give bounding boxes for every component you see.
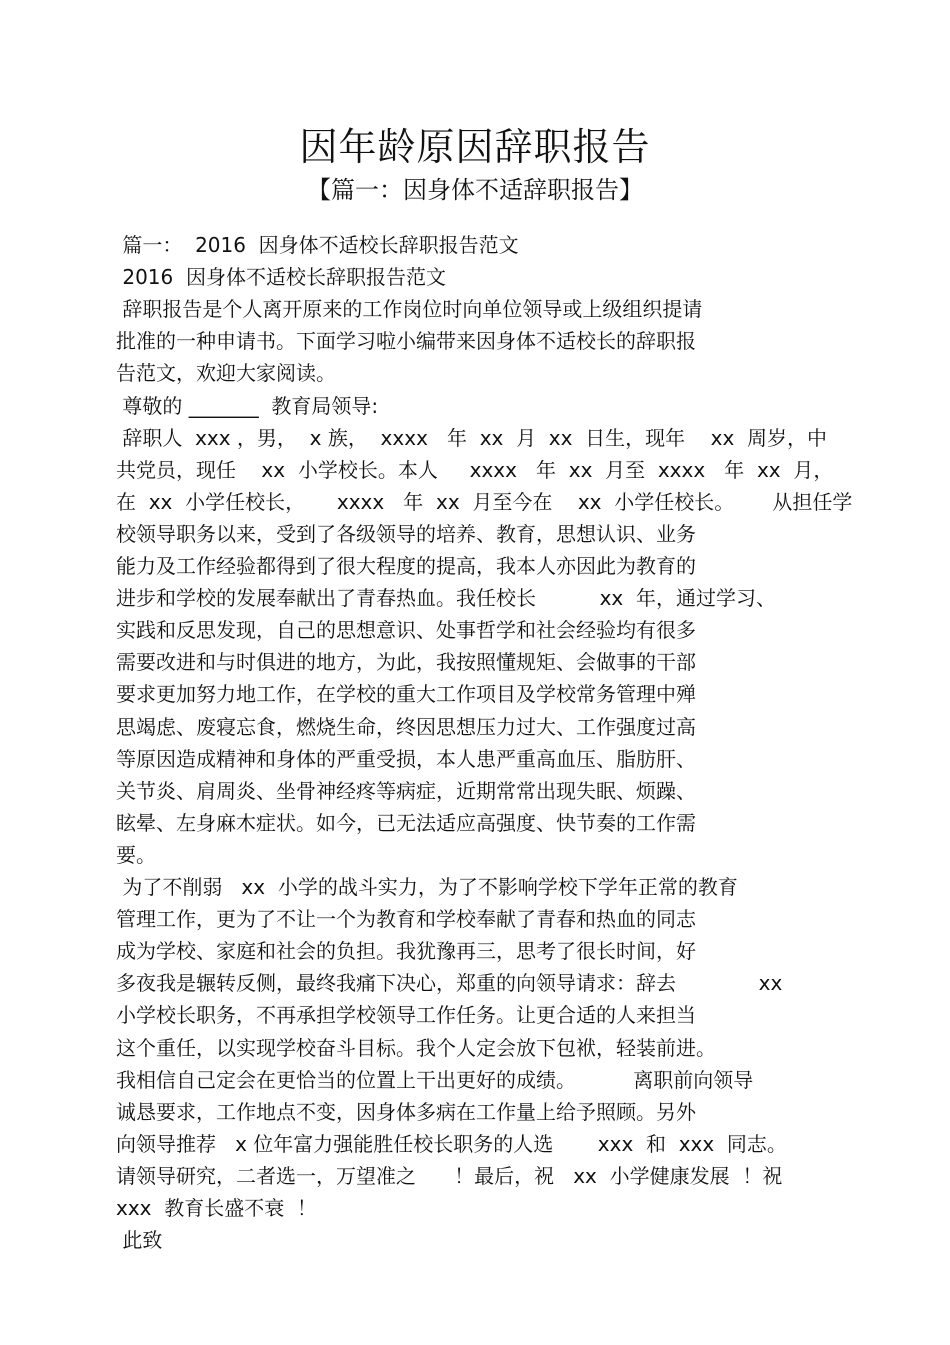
body-line: 告范文，欢迎大家阅读。 xyxy=(116,361,336,385)
body-line: 思竭虑、废寝忘食，燃烧生命，终因思想压力过大、工作强度过高 xyxy=(116,715,696,739)
body-line: 辞职人 xxx ，男， x 族， xxxx 年 xx 月 xx 日生，现年 xx 周岁，中 xyxy=(116,426,827,450)
body-line: 篇一： 2016 因身体不适校长辞职报告范文 xyxy=(116,233,519,257)
body-line: 校领导职务以来，受到了各级领导的培养、教育，思想认识、业务 xyxy=(116,522,696,546)
body-line: 要。 xyxy=(116,843,156,867)
body-line: 2016 因身体不适校长辞职报告范文 xyxy=(116,265,446,289)
body-line: 关节炎、肩周炎、坐骨神经疼等病症，近期常常出现失眠、烦躁、 xyxy=(116,779,696,803)
body-line: 管理工作，更为了不让一个为教育和学校奉献了青春和热血的同志 xyxy=(116,907,696,931)
body-line: 能力及工作经验都得到了很大程度的提高，我本人亦因此为教育的 xyxy=(116,554,696,578)
body-line: 为了不削弱 xx 小学的战斗实力，为了不影响学校下学年正常的教育 xyxy=(116,875,738,899)
body-line: 多夜我是辗转反侧，最终我痛下决心，郑重的向领导请求：辞去 xx xyxy=(116,971,783,995)
body-line: 眩晕、左身麻木症状。如今，已无法适应高强度、快节奏的工作需 xyxy=(116,811,696,835)
body-line: 进步和学校的发展奉献出了青春热血。我任校长 xx 年，通过学习、 xyxy=(116,586,776,610)
body-line: 辞职报告是个人离开原来的工作岗位时向单位领导或上级组织提请 xyxy=(116,297,703,321)
body-line: 成为学校、家庭和社会的负担。我犹豫再三，思考了很长时间，好 xyxy=(116,939,696,963)
body-line: xxx 教育长盛不衰 ！ xyxy=(116,1196,317,1220)
body-line: 等原因造成精神和身体的严重受损，本人患严重高血压、脂肪肝、 xyxy=(116,747,696,771)
body-line: 需要改进和与时俱进的地方，为此，我按照懂规矩、会做事的干部 xyxy=(116,650,696,674)
body-line: 此致 xyxy=(116,1228,163,1252)
body-line: 小学校长职务，不再承担学校领导工作任务。让更合适的人来担当 xyxy=(116,1003,696,1027)
body-line: 我相信自己定会在更恰当的位置上干出更好的成绩。 离职前向领导 xyxy=(116,1068,754,1092)
body-line: 请领导研究，二者选一，万望准之 ！最后，祝 xx 小学健康发展 ！祝 xyxy=(116,1164,783,1188)
document-title: 因年龄原因辞职报告 xyxy=(299,125,651,169)
body-line: 尊敬的 _______ 教育局领导: xyxy=(116,394,379,418)
body-line: 实践和反思发现，自己的思想意识、处事哲学和社会经验均有很多 xyxy=(116,618,696,642)
body-line: 向领导推荐 x 位年富力强能胜任校长职务的人选 xxx 和 xxx 同志。 xyxy=(116,1132,787,1156)
body-line: 这个重任，以实现学校奋斗目标。我个人定会放下包袱，轻装前进。 xyxy=(116,1036,716,1060)
body-line: 在 xx 小学任校长， xxxx 年 xx 月至今在 xx 小学任校长。 从担任学 xyxy=(116,490,853,514)
document-subtitle: 【篇一：因身体不适辞职报告】 xyxy=(307,176,643,204)
body-line: 诚恳要求，工作地点不变，因身体多病在工作量上给予照顾。另外 xyxy=(116,1100,696,1124)
body-line: 批准的一种申请书。下面学习啦小编带来因身体不适校长的辞职报 xyxy=(116,329,696,353)
body-line: 要求更加努力地工作，在学校的重大工作项目及学校常务管理中殚 xyxy=(116,682,696,706)
body-line: 共党员，现任 xx 小学校长。本人 xxxx 年 xx 月至 xxxx 年 xx 月， xyxy=(116,458,834,482)
